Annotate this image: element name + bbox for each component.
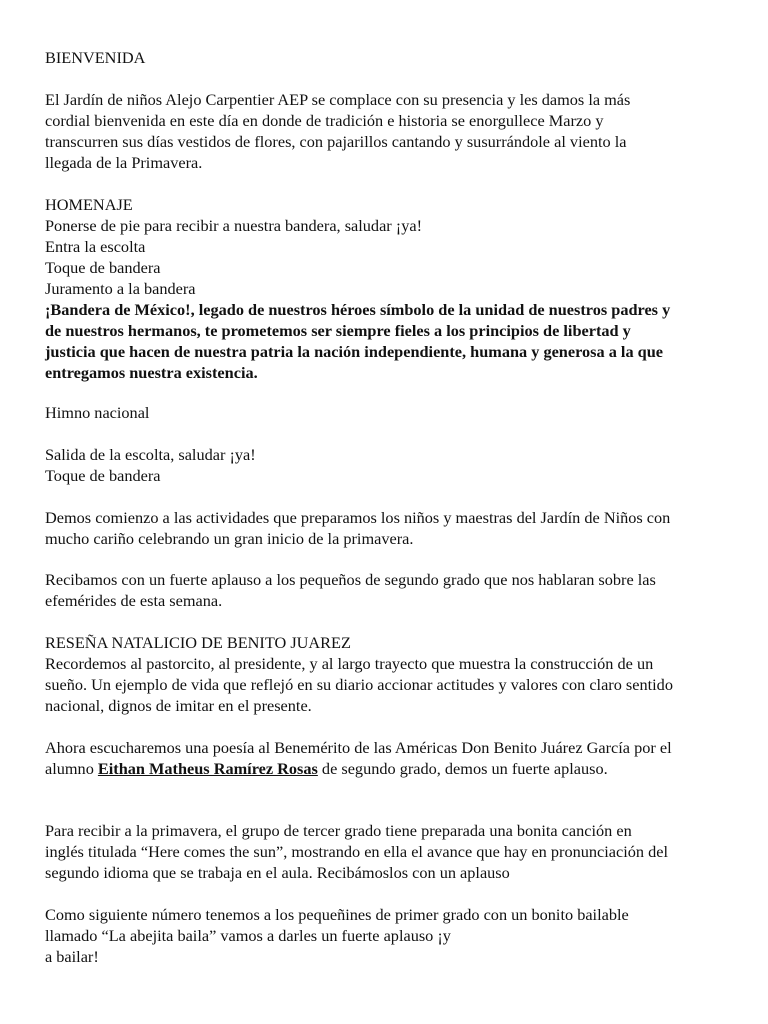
second-grade-intro [45, 569, 735, 611]
welcome-line: llegada de la Primavera. [45, 153, 203, 172]
dance-line: a bailar! [45, 947, 99, 966]
welcome-paragraph [45, 89, 735, 173]
poem-line: Ahora escucharemos una poesía al Benemérito de las Américas Don Benito Juárez García por el [45, 738, 672, 757]
second-grade-intro-line: Recibamos con un fuerte aplauso a los pequeños de segundo grado que nos hablaran sobre las [45, 570, 656, 589]
welcome-line: transcurren sus días vestidos de flores, con pajarillos cantando y susurrándole al viento la [45, 132, 627, 151]
flag-oath-line: entregamos nuestra existencia. [45, 363, 258, 382]
flag-oath-line: ¡Bandera de México!, legado de nuestros héroes símbolo de la unidad de nuestros padres y [45, 300, 671, 319]
juarez-line: sueño. Un ejemplo de vida que reflejó en su diario accionar actitudes y valores con claro sentido [45, 675, 673, 694]
activities-intro-line: mucho cariño celebrando un gran inicio de la primavera. [45, 529, 414, 548]
dance-line: llamado “La abejita baila” vamos a darles un fuerte aplauso ¡y [45, 926, 451, 945]
dance-line: Como siguiente número tenemos a los pequeñines de primer grado con un bonito bailable [45, 905, 629, 924]
juarez-section [45, 632, 735, 716]
student-name: Eithan Matheus Ramírez Rosas [97, 759, 318, 778]
flag-oath-line: de nuestros hermanos, te prometemos ser siempre fieles a los principios de libertad y [45, 321, 631, 340]
homage-line: Juramento a la bandera [45, 279, 196, 298]
spring-song-paragraph [45, 820, 735, 883]
spring-song-line: segundo idioma que se trabaja en el aula. Recibámoslos con un aplauso [45, 863, 510, 882]
homage-line: Ponerse de pie para recibir a nuestra bandera, saludar ¡ya! [45, 216, 422, 235]
welcome-heading: BIENVENIDA [45, 48, 146, 67]
homage-heading: HOMENAJE [45, 195, 133, 214]
escort-exit [45, 444, 735, 486]
homage-section [45, 194, 735, 383]
poem-paragraph [45, 737, 735, 779]
homage-line: Entra la escolta [45, 237, 146, 256]
juarez-heading: RESEÑA NATALICIO DE BENITO JUAREZ [45, 633, 351, 652]
escort-exit-line: Salida de la escolta, saludar ¡ya! [45, 445, 256, 464]
activities-intro-line: Demos comienzo a las actividades que preparamos los niños y maestras del Jardín de Niños con [45, 508, 671, 527]
poem-line-start: alumno [45, 759, 98, 778]
spring-song-line: inglés titulada “Here comes the sun”, mostrando en ella el avance que hay en pronunciación del [45, 842, 668, 861]
welcome-line: El Jardín de niños Alejo Carpentier AEP se complace con su presencia y les damos la más [45, 90, 631, 109]
anthem-line: Himno nacional [45, 403, 150, 422]
spring-song-line: Para recibir a la primavera, el grupo de tercer grado tiene preparada una bonita canción en [45, 821, 632, 840]
poem-line [45, 758, 735, 779]
juarez-line: Recordemos al pastorcito, al presidente, y al largo trayecto que muestra la construcción de un [45, 654, 654, 673]
welcome-line: cordial bienvenida en este día en donde de tradición e historia se enorgullece Marzo y [45, 111, 604, 130]
activities-intro [45, 507, 735, 549]
poem-line-end: de segundo grado, demos un fuerte aplauso. [317, 759, 608, 778]
flag-oath-line: justicia que hacen de nuestra patria la nación independiente, humana y generosa a la que [45, 342, 663, 361]
homage-line: Toque de bandera [45, 258, 161, 277]
second-grade-intro-line: efemérides de esta semana. [45, 591, 223, 610]
juarez-line: nacional, dignos de imitar en el presente. [45, 696, 312, 715]
escort-exit-line: Toque de bandera [45, 466, 161, 485]
dance-paragraph [45, 904, 735, 967]
